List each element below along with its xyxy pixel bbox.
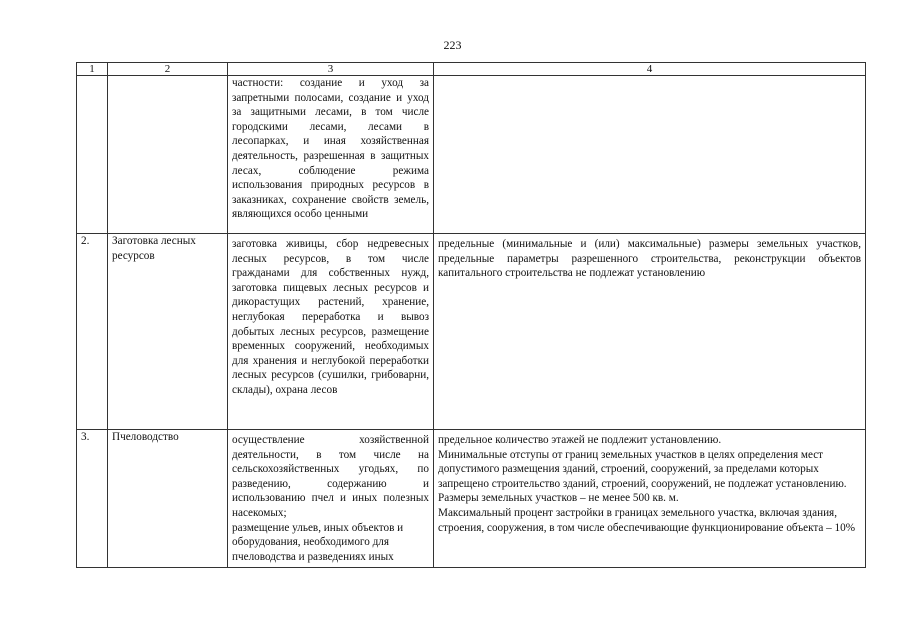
row-number — [77, 76, 108, 234]
row-number: 2. — [77, 234, 108, 430]
row-parameters — [434, 76, 866, 234]
row-description — [228, 430, 434, 568]
table-header-row — [77, 63, 866, 76]
row-number: 3. — [77, 430, 108, 568]
row-description: частности: создание и уход за запретными полосами, создание и уход за защитными лесами, в том числе городскими лесами, лесами в лесопарках, и иная хозяйственная деятельность, разрешенная в защитных лесах, соблюдение режима использования природных ресурсов в заказниках, сохранение свойств земель, являющихся особо ценными — [228, 76, 434, 234]
row-name — [108, 76, 228, 234]
zoning-table — [76, 62, 866, 568]
row-parameters — [434, 234, 866, 430]
description-paragraph: осуществление хозяйственной деятельности, в том числе на сельскохозяйственных угодьях, по разведению, содержанию и использованию пчел и иных полезных насекомых; — [232, 434, 429, 519]
row-name: Заготовка лесных ресурсов — [108, 234, 228, 430]
parameter-line: Максимальный процент застройки в границах земельного участка, включая здания, строения, сооружения, в том числе обеспечивающие функционирование объекта – 10% — [438, 506, 856, 534]
parameter-line: Размеры земельных участков – не менее 500 кв. м. — [438, 492, 679, 505]
header-cell: 1 — [77, 63, 108, 76]
parameter-line: предельные (минимальные и (или) максимальные) размеры земельных участков, предельные параметры разрешенного строительства, реконструкции объектов капитального строительства не подлежат установлению — [438, 238, 861, 280]
parameter-line: Минимальные отступы от границ земельных участков в целях определения мест допустимого размещения зданий, строений, сооружений, за пределами которых запрещено строительство зданий, строений, сооружений, не подлежат установлению. — [438, 448, 847, 490]
row-parameters — [434, 430, 866, 568]
header-cell: 4 — [434, 63, 866, 76]
description-paragraph: размещение ульев, иных объектов и оборудования, необходимого для пчеловодства и разведениях иных — [232, 521, 404, 563]
header-cell: 2 — [108, 63, 228, 76]
table-row — [77, 76, 866, 234]
row-name: Пчеловодство — [108, 430, 228, 568]
parameter-line: предельное количество этажей не подлежит установлению. — [438, 434, 722, 446]
table-row — [77, 430, 866, 568]
row-description: заготовка живицы, сбор недревесных лесных ресурсов, в том числе гражданами для собственных нужд, заготовка пищевых лесных ресурсов и дикорастущих растений, хранение, неглубокая переработка и вывоз добытых лесных ресурсов, размещение временных сооружений, необходимых для хранения и неглубокой переработки лесных ресурсов (сушилки, грибоварни, склады), охрана лесов — [228, 234, 434, 430]
table-row — [77, 234, 866, 430]
page-number: 223 — [443, 38, 462, 52]
header-cell: 3 — [228, 63, 434, 76]
